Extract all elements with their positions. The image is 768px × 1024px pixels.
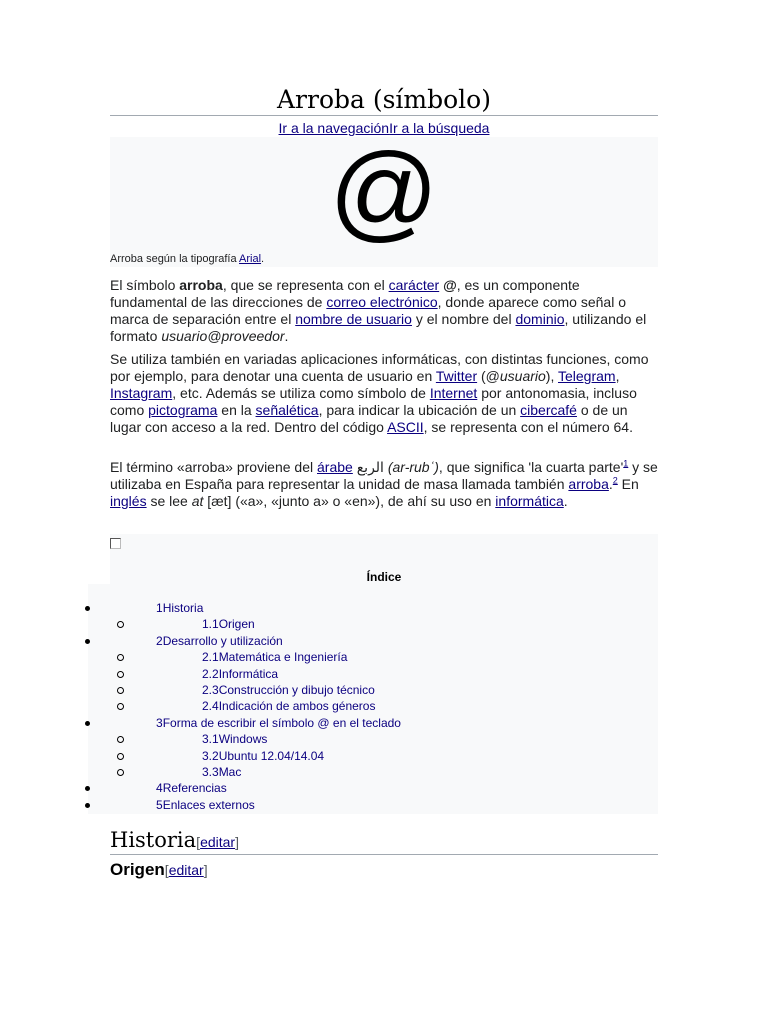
reference-2-link[interactable]: 2 <box>612 475 618 486</box>
senaletica-link[interactable]: señalética <box>255 402 319 418</box>
toc-item[interactable] <box>0 682 768 698</box>
dominio-link[interactable]: dominio <box>515 311 565 327</box>
bullet-icon <box>85 786 90 791</box>
pictograma-link[interactable]: pictograma <box>148 402 218 418</box>
toc-number: 1 <box>156 601 163 615</box>
telegram-link[interactable]: Telegram <box>558 368 616 384</box>
ingles-link[interactable]: inglés <box>110 493 147 509</box>
toc-label: Construcción y dibujo técnico <box>218 683 375 697</box>
page-title: Arroba (símbolo) <box>276 85 491 114</box>
circle-bullet-icon <box>117 703 124 710</box>
toc-item[interactable] <box>0 780 768 796</box>
toc-item[interactable] <box>0 764 768 780</box>
toc-toggle-checkbox[interactable] <box>110 538 121 549</box>
twitter-link[interactable]: Twitter <box>435 368 478 384</box>
bullet-icon <box>85 606 90 611</box>
toc-number: 2.3 <box>202 683 219 697</box>
arial-link[interactable]: Arial <box>239 253 262 265</box>
circle-bullet-icon <box>117 736 124 743</box>
toc-link[interactable] <box>156 715 401 731</box>
toc-link[interactable] <box>202 748 324 764</box>
toc-number: 2 <box>156 633 163 648</box>
caracter-link[interactable]: carácter <box>388 277 440 293</box>
bullet-icon <box>85 721 90 726</box>
circle-bullet-icon <box>117 769 124 776</box>
toc-item[interactable] <box>0 633 768 649</box>
toc-link[interactable] <box>202 698 375 714</box>
toc-link[interactable] <box>202 764 241 780</box>
toc-number: 2.2 <box>202 666 219 681</box>
section-heading-historia: Historia[editar] <box>110 828 239 852</box>
toc-label: Ubuntu 12.04/14.04 <box>218 748 325 763</box>
ascii-link[interactable]: ASCII <box>387 419 424 435</box>
intro-paragraph-2: Se utiliza también en variadas aplicaciones informáticas, con distintas funciones, como por ejemplo, para denotar una cuenta de usuario en Twitter (@usuario), Telegram, Instagram, etc. Además se utiliza como símbolo de Internet por antonomasia, incluso como pictograma en la señalética, para indicar la ubicación de un cibercafé o de un lugar con acceso a la red. Dentro del código ASCII, se representa con el número 64. <box>110 351 649 435</box>
circle-bullet-icon <box>117 687 124 694</box>
infobox-figure <box>110 130 658 267</box>
toc-link[interactable] <box>156 780 227 796</box>
toc-label: Informática <box>218 666 279 681</box>
reference-1-link[interactable]: 1 <box>623 458 629 469</box>
toc-item[interactable] <box>0 600 768 616</box>
edit-origen-link[interactable]: editar <box>168 862 204 878</box>
toc-label: Matemática e Ingeniería <box>218 650 348 665</box>
toc-number: 5 <box>156 797 163 812</box>
section-heading-origen: Origen[editar] <box>110 860 208 879</box>
toc-item[interactable] <box>0 649 768 665</box>
correo-link[interactable]: correo electrónico <box>326 294 438 310</box>
toc-label: Forma de escribir el símbolo @ en el teclado <box>162 715 401 730</box>
bullet-icon <box>85 803 90 808</box>
toc-link[interactable] <box>202 616 255 632</box>
toc-number: 3.1 <box>202 732 219 747</box>
figure-caption: Arroba según la tipografía Arial. <box>110 253 265 265</box>
toc-number: 3.3 <box>202 765 219 779</box>
intro-paragraph-3: El término «arroba» proviene del árabe الربع (ar-rubʿ), que significa 'la cuarta parte'$^1$ y se utilizaba en España para representar la unidad de masa llamada también arroba.$^2$ En inglés se lee at [æt] («a», «junto a» o «en»), de ahí su uso en informática. <box>110 458 658 509</box>
arroba-link[interactable]: arroba <box>568 476 609 492</box>
toc-number: 3 <box>156 715 163 730</box>
toc-number: 4 <box>156 781 163 796</box>
toc-item[interactable] <box>0 731 768 747</box>
toc-item[interactable] <box>0 797 768 813</box>
at-symbol-image[interactable]: @ <box>329 130 439 251</box>
toc-title: Índice <box>366 570 402 584</box>
toc-number: 2.4 <box>202 699 219 714</box>
toc-link[interactable] <box>202 682 375 698</box>
edit-historia-link[interactable]: editar <box>200 834 236 850</box>
toc-label: Indicación de ambos géneros <box>218 699 376 714</box>
toc-label: Origen <box>218 617 255 632</box>
cibercafe-link[interactable]: cibercafé <box>520 402 577 418</box>
jump-to-search-link[interactable]: Ir a la búsqueda <box>389 120 490 136</box>
section-divider <box>110 854 658 855</box>
toc-item[interactable] <box>0 748 768 764</box>
toc-link[interactable] <box>156 797 255 813</box>
informatica-link[interactable]: informática <box>495 493 564 509</box>
toc-link[interactable] <box>202 731 267 747</box>
internet-link[interactable]: Internet <box>429 385 478 401</box>
circle-bullet-icon <box>117 654 124 661</box>
toc-number: 2.1 <box>202 650 219 665</box>
toc-label: Referencias <box>162 781 227 796</box>
circle-bullet-icon <box>117 753 124 760</box>
toc-label: Desarrollo y utilización <box>162 633 283 648</box>
intro-paragraph-1: El símbolo arroba, que se representa con el carácter @, es un componente fundamental de las direcciones de correo electrónico, donde aparece como señal o marca de separación entre el nombre de usuario y el nombre del dominio, utilizando el formato usuario@proveedor. <box>110 277 647 344</box>
edit-section-link-wrapper: [editar] <box>196 834 239 850</box>
toc-link[interactable] <box>156 633 283 649</box>
circle-bullet-icon <box>117 621 124 628</box>
edit-section-link-wrapper: [editar] <box>164 862 208 878</box>
toc-label: Windows <box>218 732 268 747</box>
circle-bullet-icon <box>117 671 124 678</box>
toc-item[interactable] <box>0 698 768 714</box>
bullet-icon <box>85 639 90 644</box>
toc-number: 1.1 <box>202 617 219 632</box>
toc-item[interactable] <box>0 715 768 731</box>
arabe-link[interactable]: árabe <box>317 459 353 475</box>
toc-link[interactable] <box>202 666 278 682</box>
toc-link[interactable] <box>156 600 203 616</box>
toc-number: 3.2 <box>202 748 219 763</box>
toc-item[interactable] <box>0 616 768 632</box>
toc-label: Historia <box>162 601 204 615</box>
usuario-link[interactable]: nombre de usuario <box>295 311 412 327</box>
toc-label: Mac <box>218 765 242 779</box>
instagram-link[interactable]: Instagram <box>110 385 173 401</box>
jump-to-navigation-link[interactable]: Ir a la navegación <box>278 120 390 136</box>
toc-item[interactable] <box>0 666 768 682</box>
toc-label: Enlaces externos <box>162 797 255 812</box>
title-divider <box>110 115 658 116</box>
toc-link[interactable] <box>202 649 347 665</box>
